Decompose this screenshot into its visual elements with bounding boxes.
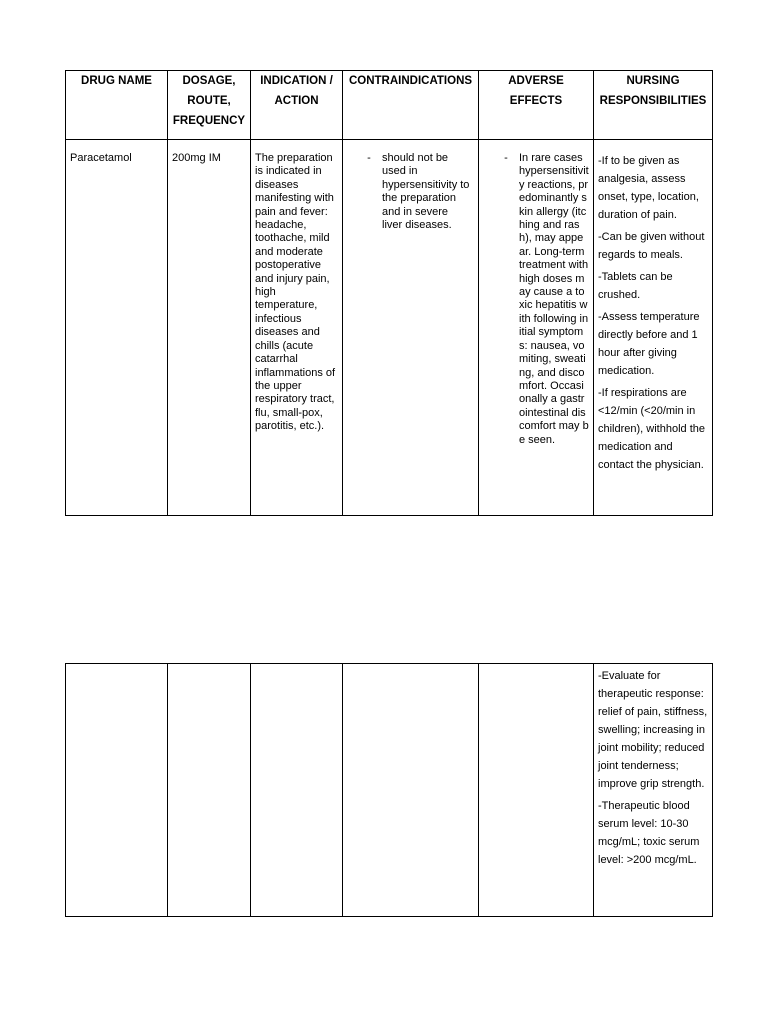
empty-cell	[66, 664, 168, 917]
empty-cell	[168, 664, 251, 917]
bullet-dash: -	[504, 152, 508, 164]
contraindication-text: should not be used in hypersensitivity to the preparation and in severe liver diseases.	[382, 152, 470, 232]
bullet-dash: -	[367, 152, 371, 164]
header-drug-name: DRUG NAME	[66, 71, 168, 140]
header-contraindications: CONTRAINDICATIONS	[343, 71, 479, 140]
indication-cell: The preparation is indicated in diseases manifesting with pain and fever: headache, toothache, mild and moderate postoperative and injury pain, high temperature, infectious diseases and chills (acute catarrhal inflammations of the upper respiratory tract, flu, small-pox, parotitis, etc.).	[251, 140, 343, 516]
nursing-item: -If respirations are <12/min (<20/min in children), withhold the medication and contact the physician.	[598, 387, 706, 471]
header-adverse-effects: ADVERSE EFFECTS	[479, 71, 594, 140]
empty-cell	[251, 664, 343, 917]
nursing-cell	[594, 140, 713, 516]
continuation-table	[65, 663, 713, 917]
nursing-item: -If to be given as analgesia, assess onset, type, location, duration of pain.	[598, 155, 699, 221]
adverse-effects-text: In rare cases hypersensitivity reactions, predominantly skin allergy (itching and rash), may appear. Long-term treatment with high doses may cause a toxic hepatitis with following initial symptoms: nausea, vomiting, sweating, and discomfort. Occasionally a gastrointestinal discomfort may be seen.	[519, 152, 589, 446]
table-row	[66, 664, 713, 917]
table-row	[66, 140, 713, 516]
empty-cell	[479, 664, 594, 917]
table-header-row	[66, 71, 713, 140]
nursing-item: -Assess temperature directly before and 1 hour after giving medication.	[598, 311, 700, 377]
nursing-item: -Therapeutic blood serum level: 10-30 mcg/mL; toxic serum level: >200 mcg/mL.	[598, 800, 700, 866]
header-dosage: DOSAGE, ROUTE, FREQUENCY	[168, 71, 251, 140]
nursing-item: -Evaluate for therapeutic response: relief of pain, stiffness, swelling; increasing in joint mobility; reduced joint tenderness; improve grip strength.	[598, 670, 708, 790]
dosage-cell: 200mg IM	[168, 140, 251, 516]
empty-cell	[343, 664, 479, 917]
nursing-item: -Can be given without regards to meals.	[598, 231, 705, 261]
adverse-effects-cell	[479, 140, 594, 516]
contraindication-cell	[343, 140, 479, 516]
header-nursing-responsibilities: NURSING RESPONSIBILITIES	[594, 71, 713, 140]
header-indication: INDICATION / ACTION	[251, 71, 343, 140]
drug-name-cell: Paracetamol	[66, 140, 168, 516]
nursing-item: -Tablets can be crushed.	[598, 271, 673, 301]
drug-table	[65, 70, 713, 516]
nursing-cell	[594, 664, 713, 917]
